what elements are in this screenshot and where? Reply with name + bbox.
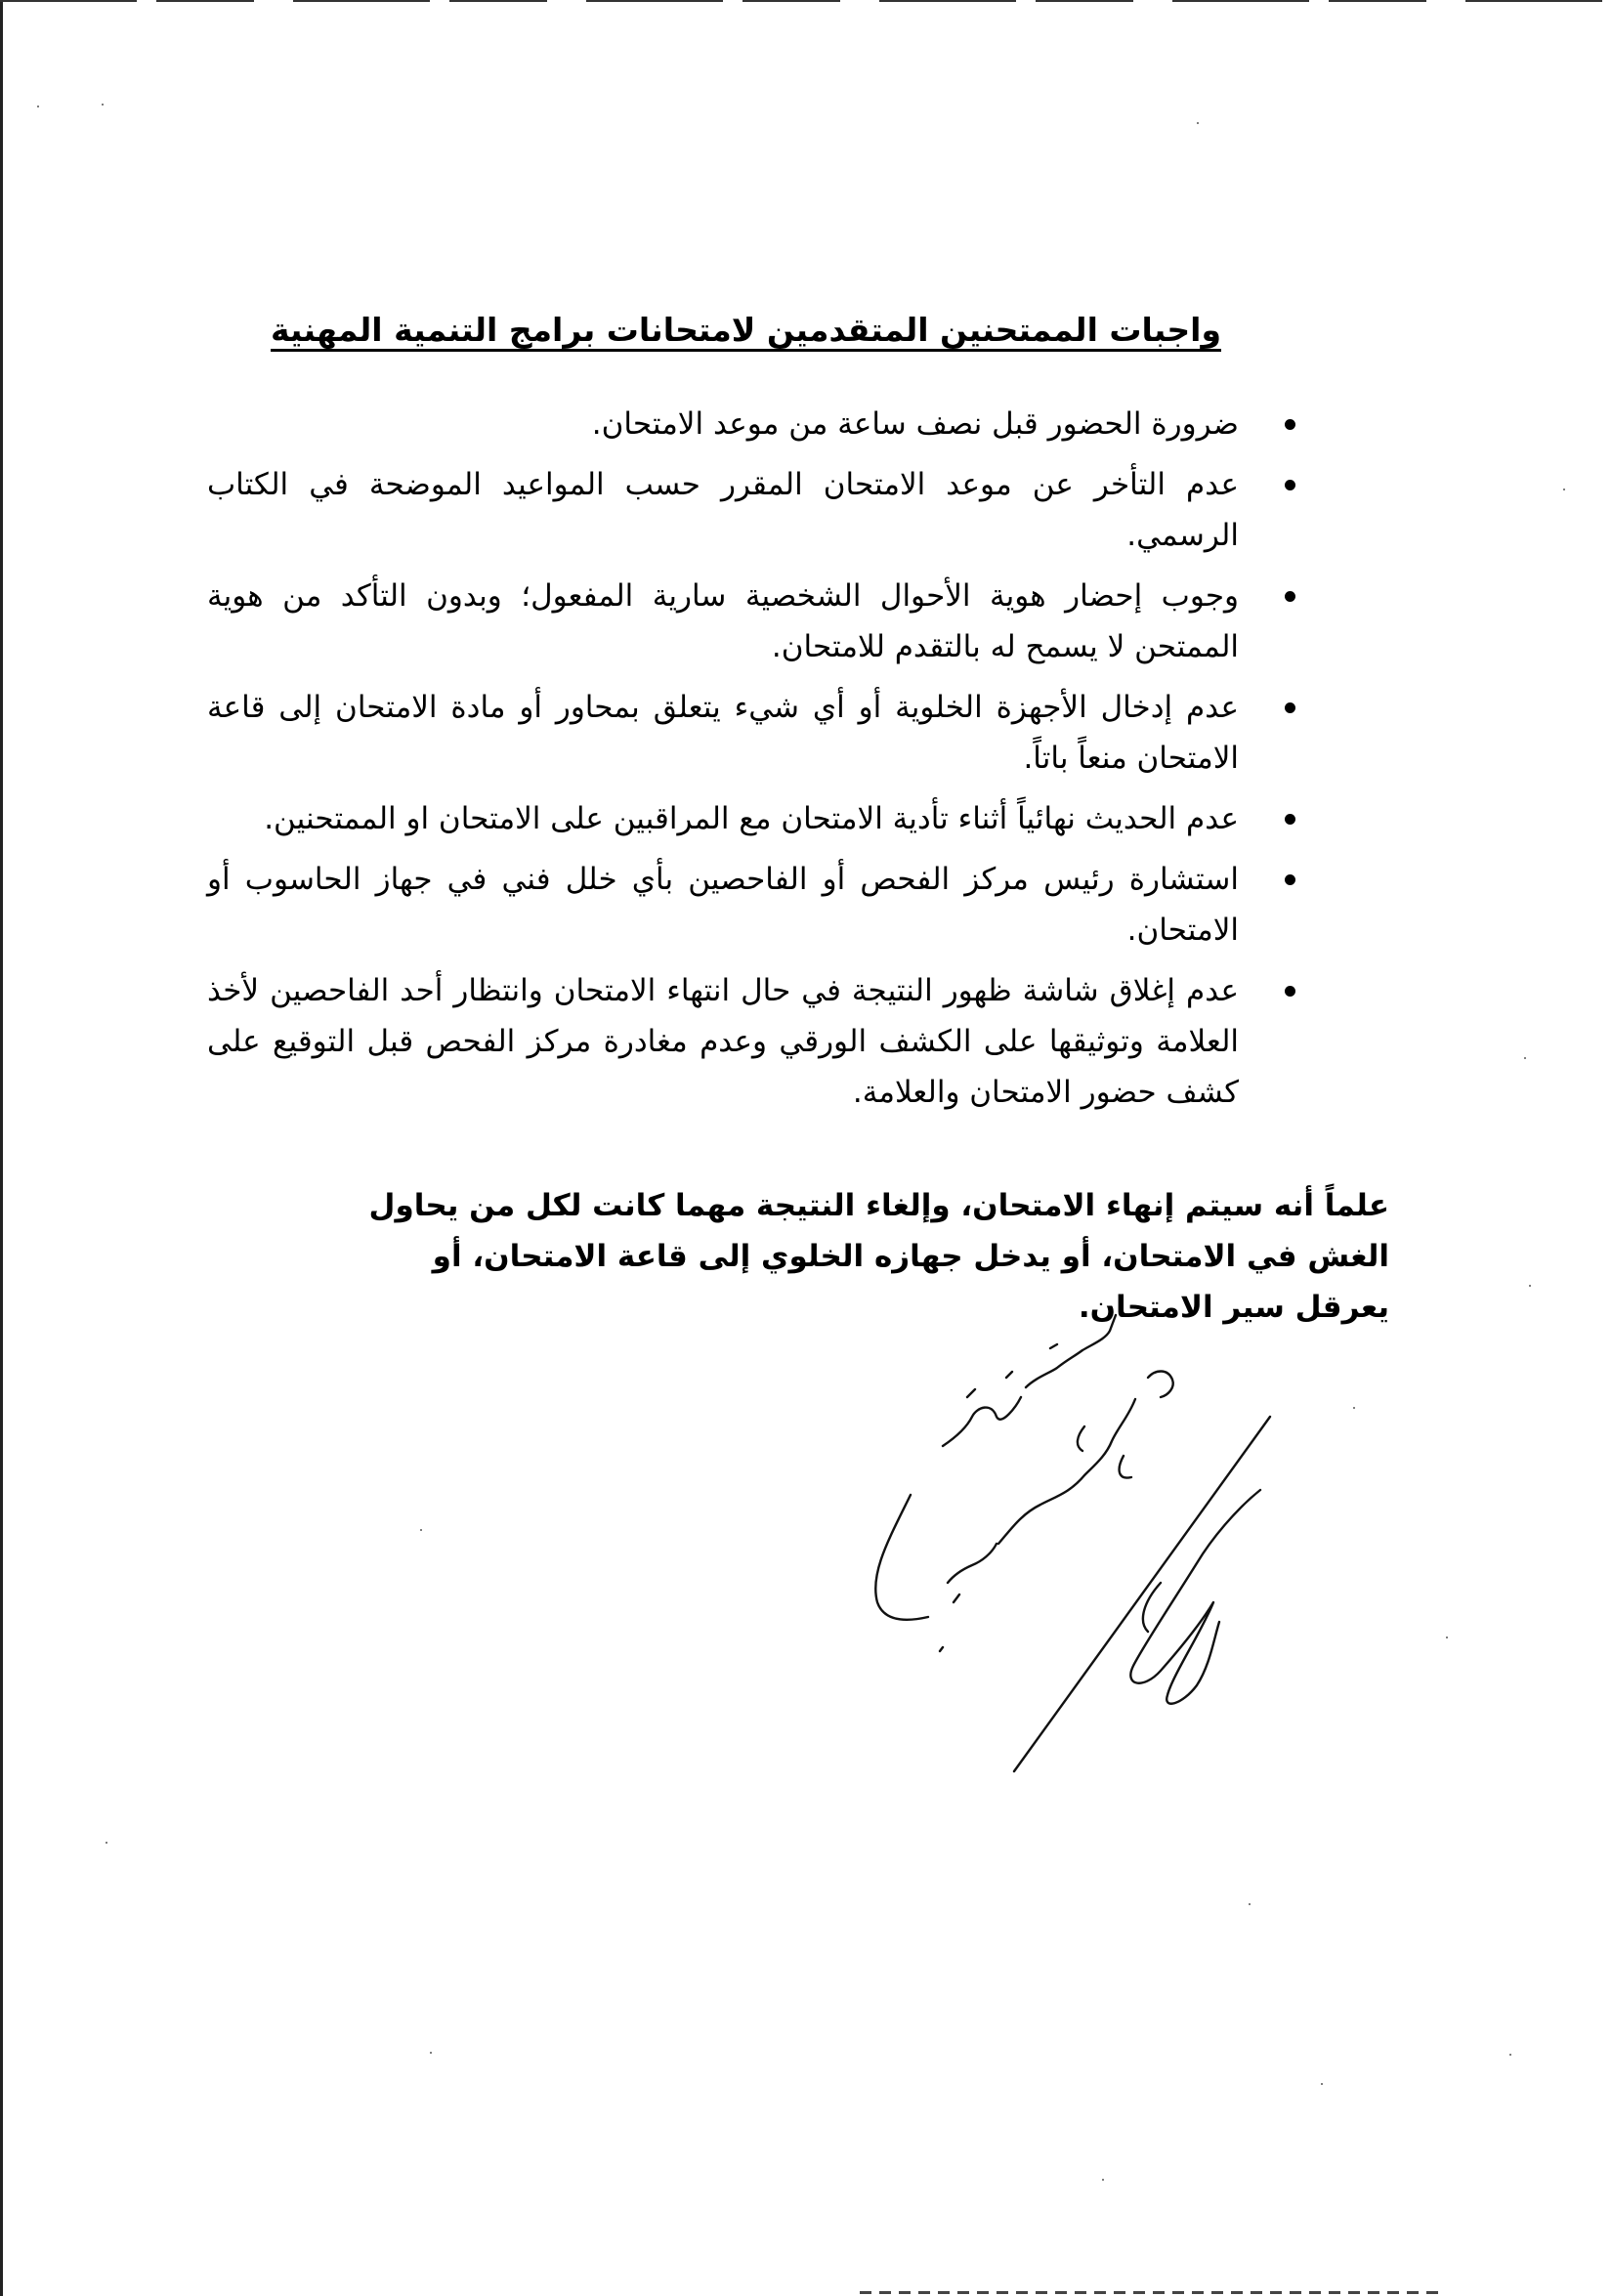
scan-speck [1446, 1637, 1448, 1638]
scan-speck [1353, 1407, 1355, 1409]
rules-list [207, 399, 1301, 1127]
list-item [207, 571, 1301, 672]
scan-speck [106, 1842, 107, 1844]
document-title: واجبات الممتحنين المتقدمين لامتحانات برامج التنمية المهنية [271, 311, 1221, 349]
rule-text: وجوب إحضار هوية الأحوال الشخصية سارية المفعول؛ وبدون التأكد من هوية الممتحن لا يسمح له بالتقدم للامتحان. [207, 578, 1239, 664]
scan-speck [420, 1529, 422, 1531]
scan-speck [1102, 2179, 1104, 2181]
list-item [207, 459, 1301, 561]
list-item [207, 965, 1301, 1118]
bullet-icon [1285, 814, 1295, 825]
bullet-icon [1285, 419, 1295, 430]
bullet-icon [1285, 702, 1295, 713]
scan-speck [1509, 2054, 1511, 2056]
rule-text: استشارة رئيس مركز الفحص أو الفاحصين بأي خلل فني في جهاز الحاسوب أو الامتحان. [207, 862, 1239, 948]
list-item [207, 399, 1301, 449]
rule-text: ضرورة الحضور قبل نصف ساعة من موعد الامتحان. [591, 406, 1239, 442]
scan-speck [1524, 1057, 1526, 1059]
scan-edge-top [0, 0, 1612, 2]
scan-speck [102, 104, 104, 106]
rule-text: عدم التأخر عن موعد الامتحان المقرر حسب المواعيد الموضحة في الكتاب الرسمي. [207, 467, 1239, 553]
scan-speck [1249, 1903, 1251, 1905]
list-item [207, 682, 1301, 784]
handwritten-signature-icon [850, 1309, 1280, 1788]
bullet-icon [1285, 591, 1295, 602]
warning-note: علماً أنه سيتم إنهاء الامتحان، وإلغاء النتيجة مهما كانت لكل من يحاول الغش في الامتحان، أو يدخل جهازه الخلوي إلى قاعة الامتحان، أو يعرقل سير الامتحان. [368, 1188, 1389, 1325]
bullet-icon [1285, 986, 1295, 997]
scan-speck [430, 2052, 432, 2054]
scan-speck [37, 106, 39, 107]
scan-speck [1321, 2083, 1323, 2085]
rule-text: عدم الحديث نهائياً أثناء تأدية الامتحان مع المراقبين على الامتحان او الممتحنين. [264, 801, 1239, 836]
scan-edge-left [0, 0, 3, 2296]
list-item [207, 793, 1301, 844]
list-item [207, 854, 1301, 956]
rule-text: عدم إغلاق شاشة ظهور النتيجة في حال انتهاء الامتحان وانتظار أحد الفاحصين لأخذ العلامة وتوثيقها على الكشف الورقي وعدم مغادرة مركز الفحص قبل التوقيع على كشف حضور الامتحان والعلامة. [207, 973, 1239, 1110]
scan-speck [1529, 1285, 1531, 1287]
scan-edge-bottom [860, 2291, 1446, 2294]
scan-speck [1197, 122, 1199, 124]
scan-speck [1563, 489, 1565, 490]
bullet-icon [1285, 480, 1295, 490]
bullet-icon [1285, 874, 1295, 885]
rule-text: عدم إدخال الأجهزة الخلوية أو أي شيء يتعلق بمحاور أو مادة الامتحان إلى قاعة الامتحان منعاً باتاً. [207, 690, 1239, 776]
